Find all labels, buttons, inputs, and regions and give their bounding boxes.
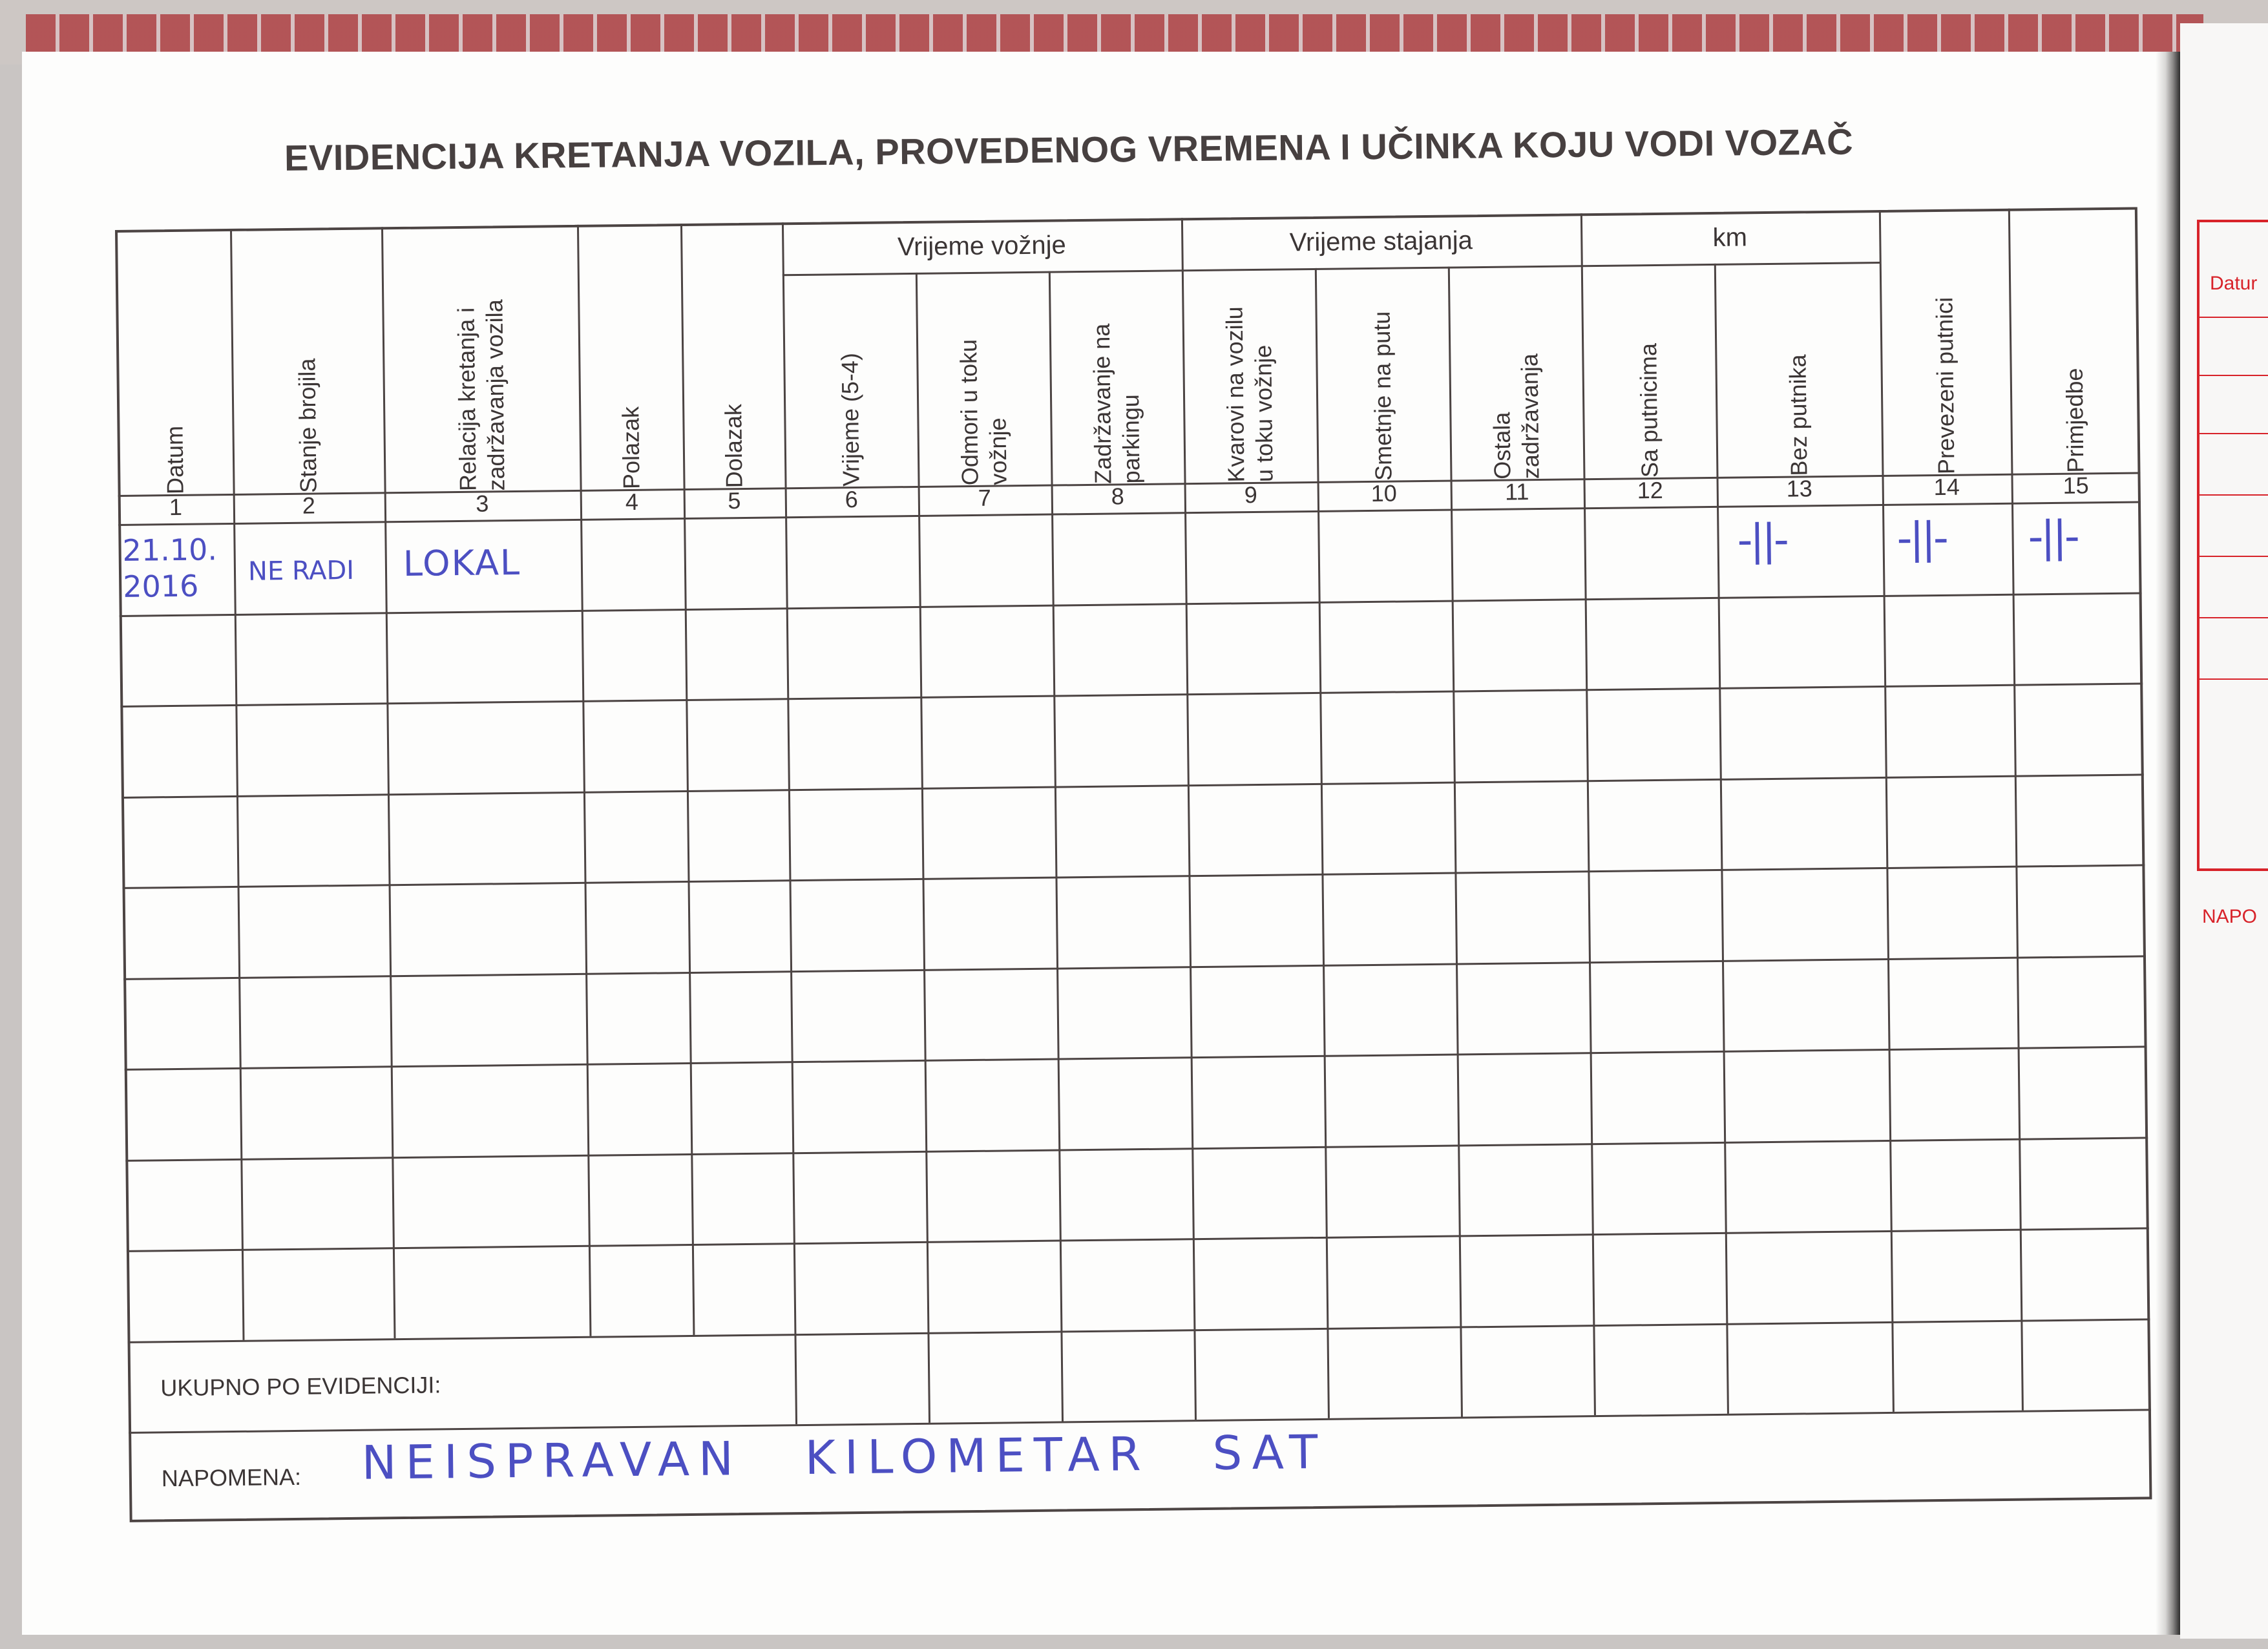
right-page-row-line [2197,556,2268,557]
col-number: 2 [302,492,316,519]
col-number: 4 [625,488,639,516]
right-page-row-line [2197,317,2268,318]
col-number: 14 [1933,473,1960,501]
col-header-ostala: Ostala zadržavanja [1488,353,1544,479]
col-header-vrijeme: Vrijeme (5-4) [836,353,865,487]
group-vrijeme-stajanja: Vrijeme stajanja [1289,226,1473,257]
entry-datum: 21.10. 2016 [122,532,218,604]
group-km: km [1712,222,1748,252]
col-header-zadrzavanje-parking: Zadržavanje na parkingu [1087,323,1145,484]
col-number: 13 [1786,475,1812,502]
col-number: 5 [728,487,741,514]
right-page-datum-label: Datur [2210,273,2258,294]
col-header-kvarovi: Kvarovi na vozilu u toku vožnje [1221,306,1278,483]
right-page-row-line [2197,678,2268,680]
col-header-smetnje: Smetnje na putu [1368,311,1397,481]
col-number: 6 [845,485,859,513]
right-page-row-line [2197,375,2268,376]
col-header-bez-putnika: Bez putnika [1784,354,1812,476]
page-fold [2156,52,2180,1635]
col-number: 3 [476,490,489,517]
col-header-sa-putnicima: Sa putnicima [1635,342,1663,478]
note-label: NAPOMENA: [161,1463,302,1492]
right-page-row-line [2197,617,2268,618]
col-header-odmori: Odmori u toku vožnje [955,339,1012,486]
col-number: 7 [978,484,992,511]
col-number: 1 [169,493,183,521]
entry-prevezeni-putnici: -||- [1896,512,1947,563]
entry-relacija: LOKAL [403,541,521,584]
col-header-prevezeni: Prevezeni putnici [1931,297,1960,475]
right-page-row-line [2197,433,2268,434]
evidencija-table [115,207,2152,1522]
col-number: 10 [1370,479,1397,507]
right-page-row-line [2197,494,2268,496]
col-header-polazak: Polazak [617,406,645,490]
col-header-stanje-brojila: Stanje brojila [293,358,322,493]
col-header-relacija: Relacija kretanja i zadržavanja vozila [452,299,510,492]
col-number: 8 [1111,483,1125,510]
col-number: 12 [1637,476,1663,504]
totals-label: UKUPNO PO EVIDENCIJI: [160,1371,441,1402]
col-number: 11 [1504,478,1529,505]
col-header-dolazak: Dolazak [719,403,748,488]
right-page-napomena-label: NAPO [2202,906,2258,927]
col-number: 15 [2063,472,2089,499]
col-header-datum: Datum [161,425,189,495]
group-vrijeme-voznje: Vrijeme vožnje [897,230,1067,261]
entry-stanje-brojila: NE RADI [247,555,355,587]
entry-bez-putnika: -||- [1737,514,1787,565]
form-title: EVIDENCIJA KRETANJA VOZILA, PROVEDENOG VREMENA I UČINKA KOJU VODI VOZAČ [284,121,1854,178]
col-number: 9 [1244,481,1258,509]
col-header-primjedbe: Primjedbe [2061,368,2089,473]
entry-primjedbe: -||- [2028,511,2078,562]
note-value: NEISPRAVAN KILOMETAR SAT [361,1424,1327,1490]
